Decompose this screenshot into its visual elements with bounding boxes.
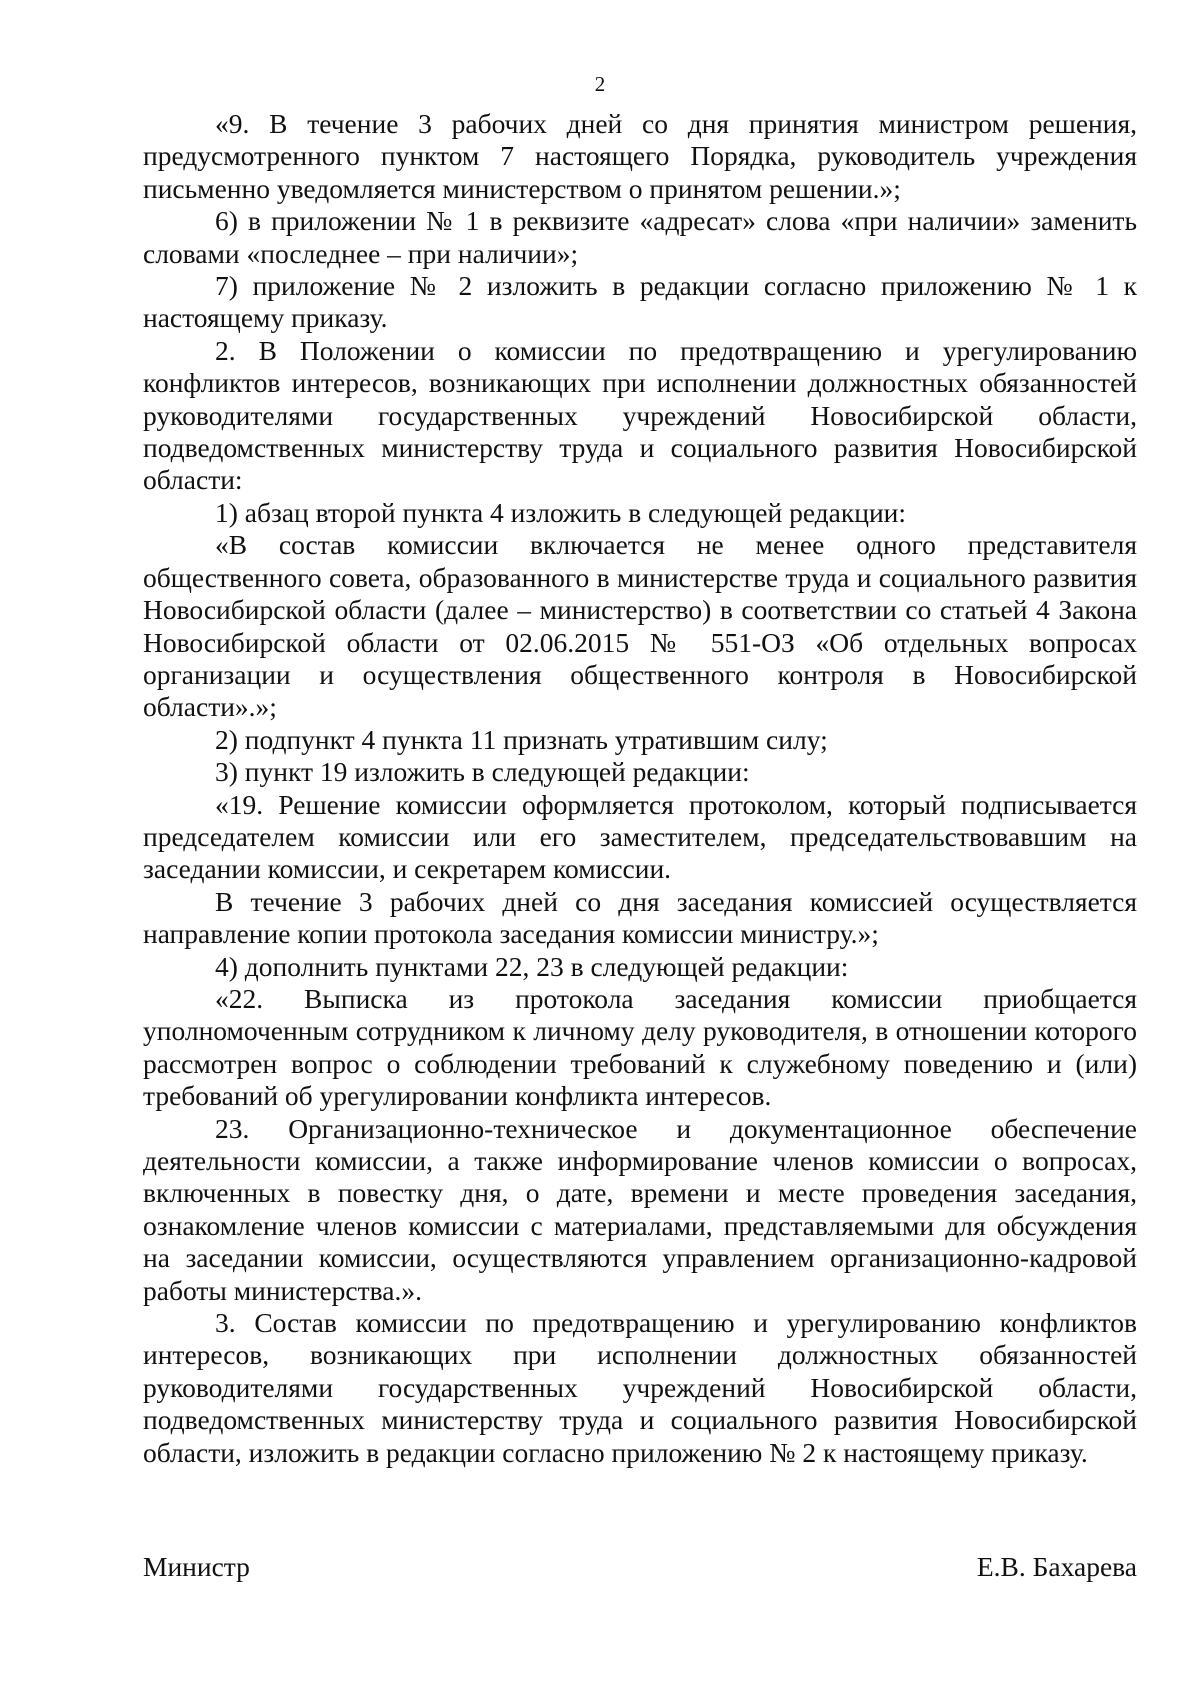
paragraph-commission-composition: «В состав комиссии включается не менее одного представителя общественного совета, образованного в министерстве труда и социального развития Новосибирской области (далее – министерство) в соответствии со статьей 4 Закона Новосибирской области от 02.06.2015 № 551-ОЗ «Об отдельных вопросах организации и осуществления общественного контроля в Новосибирской области».»; <box>143 529 1137 723</box>
paragraph-item-23: 23. Организационно-техническое и документационное обеспечение деятельности комиссии, а также информирование членов комиссии о вопросах, включенных в повестку дня, о дате, времени и месте проведения заседания, ознакомление членов комиссии с материалами, представляемыми для обсуждения на заседании комиссии, осуществляются управлением организационно-кадровой работы министерства.». <box>143 1112 1137 1306</box>
paragraph-item-19: «19. Решение комиссии оформляется протоколом, который подписывается председателем комиссии или его заместителем, председательствовавшим на заседании комиссии, и секретарем комиссии. <box>143 788 1137 885</box>
paragraph-subitem-2: 2) подпункт 4 пункта 11 признать утратившим силу; <box>215 723 828 755</box>
paragraph-subitem-6: 6) в приложении № 1 в реквизите «адресат» слова «при наличии» заменить словами «последнее – при наличии»; <box>143 205 1137 269</box>
paragraph-item-22: «22. Выписка из протокола заседания комиссии приобщается уполномоченным сотрудником к личному делу руководителя, в отношении которого рассмотрен вопрос о соблюдении требований к служебному поведению и (или) требований об урегулировании конфликта интересов. <box>143 982 1137 1112</box>
signatory-name: Е.В. Бахарева <box>976 1551 1137 1582</box>
paragraph-subitem-4: 4) дополнить пунктами 22, 23 в следующей редакции: <box>215 950 849 982</box>
paragraph-subitem-7: 7) приложение № 2 изложить в редакции согласно приложению № 1 к настоящему приказу. <box>143 270 1137 334</box>
paragraph-section-3: 3. Состав комиссии по предотвращению и урегулированию конфликтов интересов, возникающих при исполнении должностных обязанностей руководителями государственных учреждений Новосибирской области, подведомственных министерству труда и социального развития Новосибирской области, изложить в редакции согласно приложению № 2 к настоящему приказу. <box>143 1307 1137 1468</box>
page-number: 2 <box>594 72 606 96</box>
paragraph-section-2: 2. В Положении о комиссии по предотвращению и урегулированию конфликтов интересов, возникающих при исполнении должностных обязанностей руководителями государственных учреждений Новосибирской области, подведомственных министерству труда и социального развития Новосибирской области: <box>143 334 1137 496</box>
paragraph-subitem-3: 3) пункт 19 изложить в следующей редакции: <box>215 756 750 788</box>
paragraph-protocol-copy: В течение 3 рабочих дней со дня заседания комиссией осуществляется направление копии протокола заседания комиссии министру.»; <box>143 885 1137 950</box>
paragraph-item-9: «9. В течение 3 рабочих дней со дня принятия министром решения, предусмотренного пунктом 7 настоящего Порядка, руководитель учреждения письменно уведомляется министерством о принятом решении.»; <box>143 108 1137 204</box>
document-body <box>143 108 1137 1469</box>
signature-block <box>143 1551 1137 1587</box>
paragraph-subitem-1: 1) абзац второй пункта 4 изложить в следующей редакции: <box>215 496 907 528</box>
signatory-position: Министр <box>143 1551 250 1582</box>
